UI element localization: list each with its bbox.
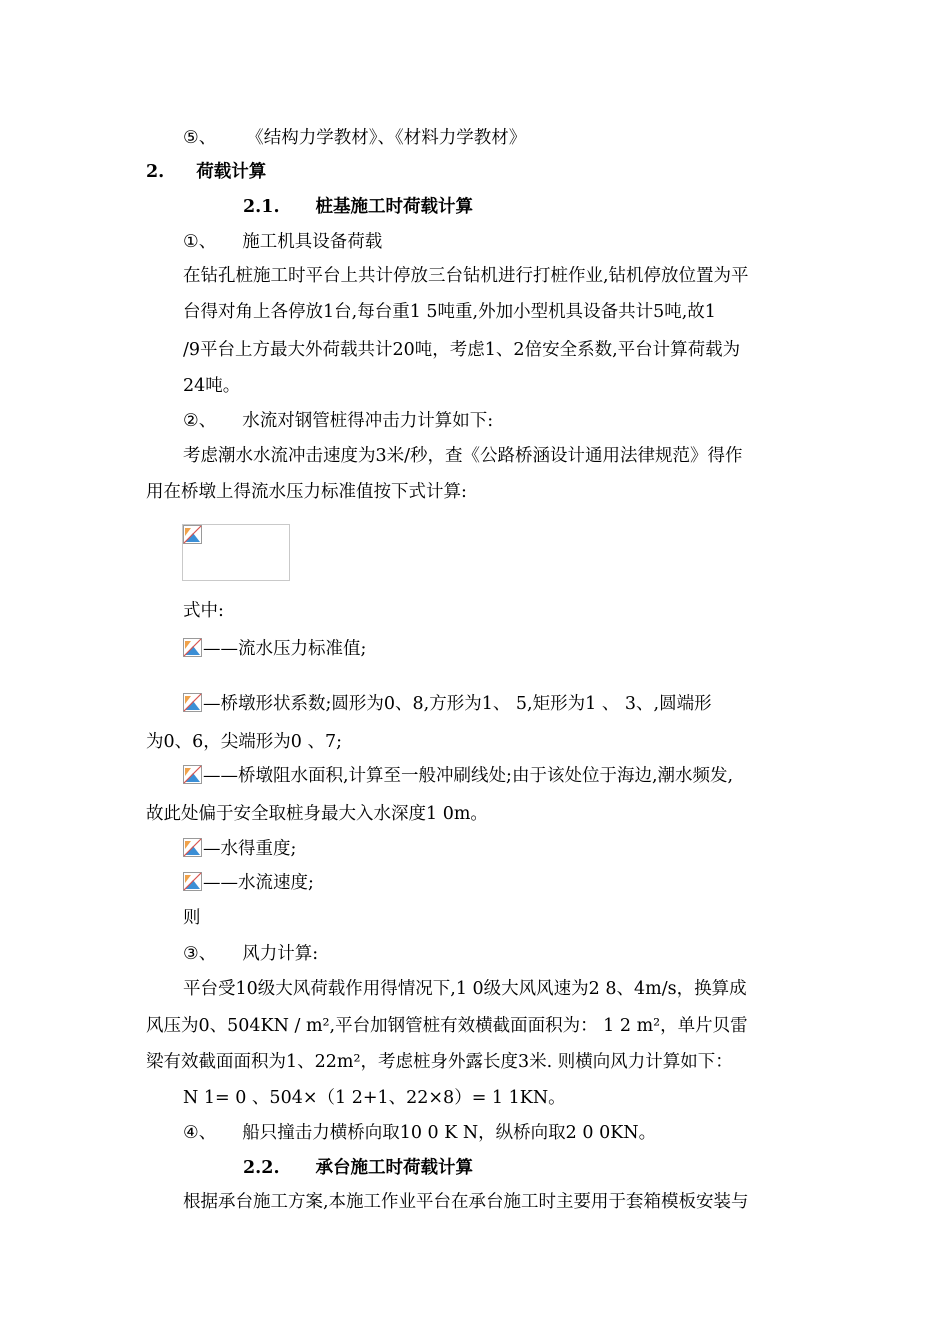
section-number: 2.2. <box>243 1158 280 1178</box>
item-3-heading <box>183 943 318 965</box>
definition-line <box>183 693 712 715</box>
equation-n1: N 1= 0 、504×（1 2+1、22×8）= 1 1KN。 <box>183 1088 566 1108</box>
item-title: 施工机具设备荷载 <box>242 232 383 252</box>
reference-text: 《结构力学教材》、《材料力学教材》 <box>246 128 527 148</box>
section-number: 2. <box>146 162 165 182</box>
definition-line <box>183 638 366 660</box>
broken-image-icon <box>183 765 202 784</box>
definition-text: —水得重度; <box>203 839 297 859</box>
broken-image-icon <box>183 525 202 544</box>
definition-line <box>183 872 314 894</box>
section-title: 桩基施工时荷载计算 <box>315 197 474 217</box>
item-1-heading <box>183 231 382 253</box>
section-title: 荷载计算 <box>196 162 267 182</box>
formula-where: 式中: <box>183 601 224 621</box>
reference-item-5 <box>183 127 526 149</box>
paragraph-line: 用在桥墩上得流水压力标准值按下式计算: <box>146 482 467 502</box>
item-2-heading <box>183 410 493 432</box>
item-number: ①、 <box>183 232 217 252</box>
broken-image-icon <box>183 838 202 857</box>
broken-image-icon <box>183 693 202 712</box>
paragraph-line: 风压为0、504KN / m²,平台加钢管桩有效横截面面积为： 1 2 m²，单片贝雷 <box>146 1016 748 1036</box>
item-title: 风力计算: <box>242 944 319 964</box>
item-text: 船只撞击力横桥向取10 0 K N，纵桥向取2 0 0KN。 <box>242 1123 657 1143</box>
item-number: ④、 <box>183 1123 217 1143</box>
formula-image <box>182 524 290 581</box>
item-number: ③、 <box>183 944 217 964</box>
paragraph-line: 根据承台施工方案,本施工作业平台在承台施工时主要用于套箱模板安装与 <box>183 1192 749 1212</box>
section-heading-2-1 <box>243 196 473 218</box>
section-heading-2 <box>146 161 266 183</box>
section-number: 2.1. <box>243 197 280 217</box>
definition-line: 为0、6，尖端形为0 、7; <box>146 732 342 752</box>
item-4 <box>183 1122 656 1144</box>
paragraph-line: 考虑潮水水流冲击速度为3米/秒，查《公路桥涵设计通用法律规范》得作 <box>183 446 743 466</box>
item-number: ②、 <box>183 411 217 431</box>
paragraph-line: /9平台上方最大外荷载共计20吨，考虑1、2倍安全系数,平台计算荷载为 <box>183 340 741 360</box>
definition-line <box>183 838 296 860</box>
definition-text: ——桥墩阻水面积,计算至一般冲刷线处;由于该处位于海边,潮水频发, <box>203 766 734 786</box>
item-title: 水流对钢管桩得冲击力计算如下: <box>242 411 494 431</box>
paragraph-line: 台得对角上各停放1台,每台重1 5吨重,外加小型机具设备共计5吨,故1 <box>183 302 716 322</box>
section-heading-2-2 <box>243 1157 473 1179</box>
item-number: ⑤、 <box>183 128 217 148</box>
section-title: 承台施工时荷载计算 <box>315 1158 474 1178</box>
definition-line: 故此处偏于安全取桩身最大入水深度1 0m。 <box>146 804 488 824</box>
paragraph-line: 在钻孔桩施工时平台上共计停放三台钻机进行打桩作业,钻机停放位置为平 <box>183 266 749 286</box>
paragraph-line: 24吨。 <box>183 376 241 396</box>
then-label: 则 <box>183 908 201 928</box>
definition-text: ——流水压力标准值; <box>203 639 367 659</box>
paragraph-line: 梁有效截面面积为1、22m²，考虑桩身外露长度3米. 则横向风力计算如下： <box>146 1052 733 1072</box>
definition-line <box>183 765 733 787</box>
definition-text: —桥墩形状系数;圆形为0、8,方形为1、 5,矩形为1 、 3、,圆端形 <box>203 694 712 714</box>
broken-image-icon <box>183 872 202 891</box>
broken-image-icon <box>183 638 202 657</box>
paragraph-line: 平台受10级大风荷载作用得情况下,1 0级大风风速为2 8、4m/s，换算成 <box>183 979 747 999</box>
definition-text: ——水流速度; <box>203 873 314 893</box>
